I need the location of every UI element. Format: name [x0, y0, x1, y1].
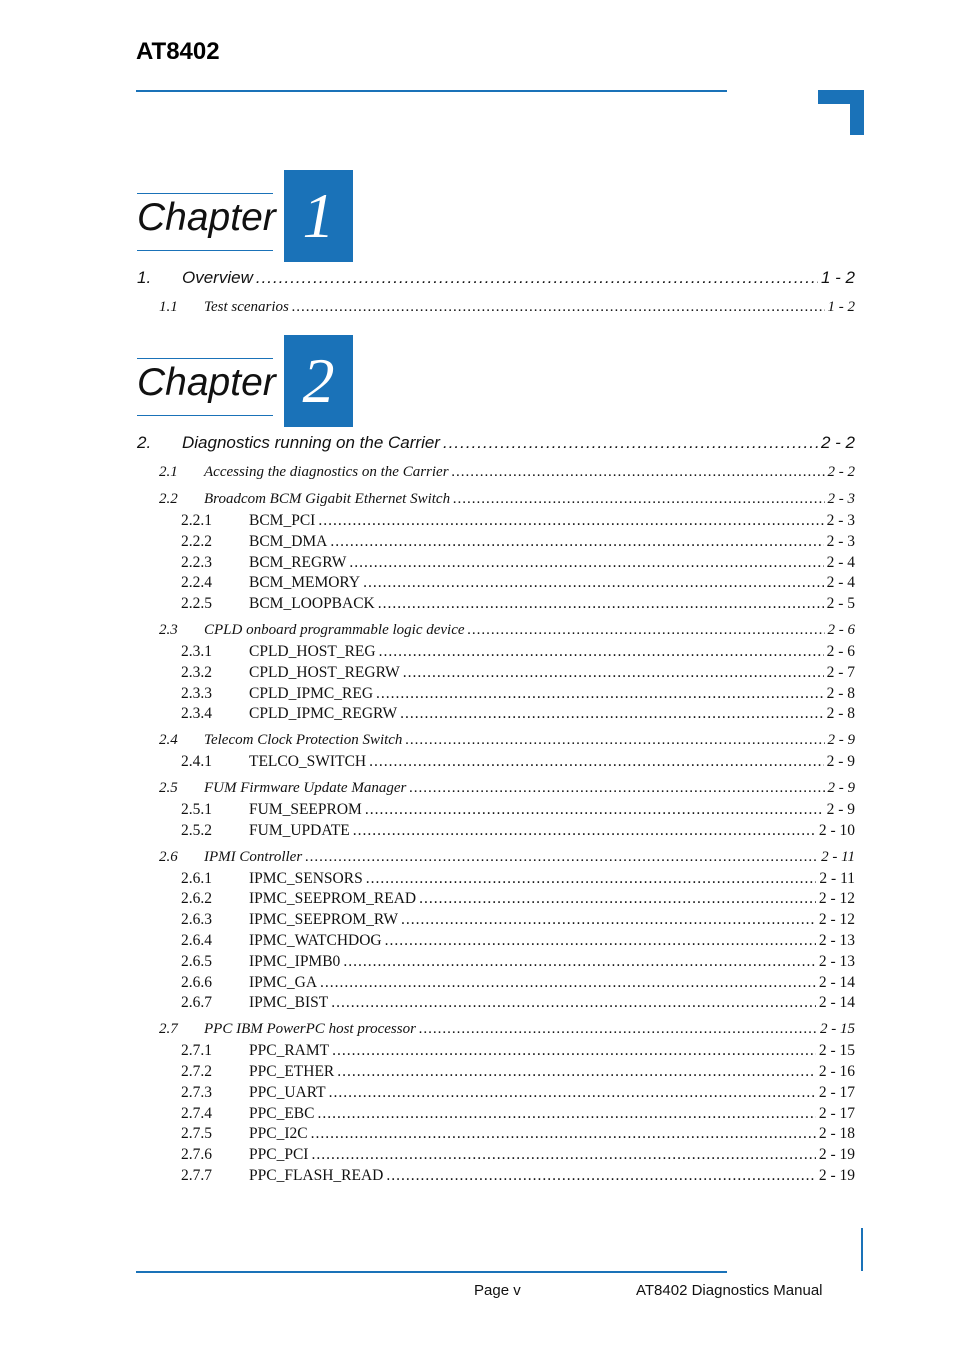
toc-entry-page: 2 - 13 — [818, 932, 855, 949]
toc-entry-2-7-3[interactable] — [181, 1084, 855, 1102]
toc-entry-title: IPMC_GA — [249, 973, 318, 991]
toc-leader-dots — [452, 464, 825, 481]
toc-leader-dots — [331, 994, 816, 1012]
chapter-1-number-box — [284, 170, 353, 262]
toc-entry-title: PPC_RAMT — [249, 1042, 330, 1060]
toc-entry-2-2-3[interactable] — [181, 554, 855, 572]
toc-entry-title: Overview — [182, 268, 253, 287]
toc-leader-dots — [443, 433, 818, 453]
toc-entry-title: CPLD_HOST_REGRW — [249, 663, 400, 681]
toc-entry-number: 2.4.1 — [181, 753, 212, 771]
toc-entry-number: 2.3.2 — [181, 663, 212, 681]
toc-entry-number: 2.1 — [159, 464, 178, 480]
toc-leader-dots — [419, 1021, 817, 1038]
toc-entry-page: 2 - 11 — [819, 869, 855, 887]
toc-entry-number: 2.6.5 — [181, 952, 212, 970]
toc-entry-page: 2 - 10 — [818, 821, 855, 839]
chapter-2-label: Chapter — [137, 361, 276, 404]
toc-entry-2-7-4[interactable] — [181, 1105, 855, 1123]
toc-entry-page: 2 - 6 — [826, 643, 855, 660]
toc-leader-dots — [400, 705, 823, 723]
header-rule — [136, 90, 727, 92]
toc-entry-number: 2.7.5 — [181, 1125, 212, 1143]
chapter-1-top-rule — [137, 193, 273, 194]
toc-entry-number: 2.3 — [159, 622, 178, 638]
toc-entry-title: IPMC_SENSORS — [249, 869, 363, 887]
toc-leader-dots — [401, 911, 816, 929]
toc-leader-dots — [409, 780, 824, 797]
toc-entry-number: 2.5 — [159, 780, 178, 796]
toc-entry-title: PPC_EBC — [249, 1104, 315, 1122]
toc-entry-number: 2.7.2 — [181, 1063, 212, 1080]
toc-entry-number: 2.2.1 — [181, 512, 212, 529]
toc-entry-page: 2 - 19 — [818, 1167, 855, 1184]
toc-entry-number: 2.5.2 — [181, 821, 212, 839]
toc-entry-page: 2 - 14 — [818, 973, 855, 991]
toc-leader-dots — [311, 1146, 815, 1164]
toc-entry-2-3-1[interactable] — [181, 643, 855, 661]
toc-entry-page: 2 - 17 — [818, 1104, 855, 1122]
toc-entry-page: 2 - 4 — [826, 553, 855, 571]
toc-leader-dots — [453, 491, 824, 508]
toc-entry-2-7-1[interactable] — [181, 1042, 855, 1060]
toc-entry-title: IPMC_SEEPROM_READ — [249, 890, 417, 908]
toc-entry-2-2-4[interactable] — [181, 574, 855, 592]
toc-leader-dots — [311, 1125, 816, 1143]
toc-entry-2-6-6[interactable] — [181, 974, 855, 992]
toc-entry-number: 2.2.4 — [181, 574, 212, 592]
toc-entry-title: Broadcom BCM Gigabit Ethernet Switch — [204, 491, 451, 507]
toc-entry-number: 2.2.2 — [181, 532, 212, 550]
toc-leader-dots — [385, 932, 816, 950]
toc-entry-2-7-2[interactable] — [181, 1063, 855, 1081]
document-title: AT8402 — [136, 38, 220, 65]
toc-entry-page: 1 - 2 — [827, 299, 855, 315]
toc-leader-dots — [330, 533, 823, 551]
toc-entry-title: PPC_I2C — [249, 1125, 308, 1143]
toc-entry-number: 2.5.1 — [181, 801, 212, 818]
toc-entry-page: 1 - 2 — [820, 268, 855, 287]
toc-entry-number: 1. — [137, 268, 152, 287]
toc-entry-title: IPMC_IPMB0 — [249, 952, 341, 970]
toc-entry-2-6-3[interactable] — [181, 911, 855, 929]
chapter-1-bottom-rule — [137, 250, 273, 251]
toc-entry-1[interactable] — [137, 268, 855, 288]
toc-entry-title: FUM_UPDATE — [249, 821, 350, 839]
toc-entry-page: 2 - 3 — [826, 532, 855, 550]
toc-entry-page: 2 - 15 — [818, 1042, 855, 1060]
toc-entry-page: 2 - 17 — [818, 1083, 855, 1101]
toc-entry-title: CPLD_IPMC_REGRW — [249, 705, 398, 723]
toc-entry-page: 2 - 2 — [827, 464, 855, 480]
toc-entry-title: BCM_MEMORY — [249, 574, 361, 592]
toc-leader-dots — [292, 299, 825, 316]
toc-leader-dots — [363, 574, 823, 592]
corner-mark-icon — [818, 90, 864, 135]
toc-entry-title: PPC_UART — [249, 1083, 326, 1101]
toc-entry-1-1[interactable] — [159, 299, 855, 316]
toc-leader-dots — [468, 622, 825, 639]
toc-leader-dots — [419, 890, 816, 908]
toc-entry-title: PPC_ETHER — [249, 1063, 335, 1080]
toc-entry-2-5-2[interactable] — [181, 822, 855, 840]
toc-entry-number: 2.6.6 — [181, 973, 212, 991]
toc-entry-number: 2.7.6 — [181, 1146, 212, 1164]
toc-entry-page: 2 - 12 — [818, 890, 855, 908]
toc-entry-page: 2 - 3 — [826, 512, 855, 529]
toc-entry-2-7[interactable] — [159, 1021, 855, 1038]
chapter-1-number: 1 — [302, 180, 335, 251]
toc-entry-page: 2 - 14 — [818, 994, 855, 1012]
toc-entry-page: 2 - 4 — [826, 574, 855, 592]
toc-entry-2-6-4[interactable] — [181, 932, 855, 950]
footer-page-number: Page v — [474, 1282, 521, 1299]
toc-entry-number: 1.1 — [159, 299, 178, 315]
toc-entry-page: 2 - 7 — [826, 663, 855, 681]
toc-leader-dots — [379, 643, 824, 661]
toc-entry-title: IPMI Controller — [204, 848, 303, 865]
toc-entry-page: 2 - 16 — [818, 1063, 855, 1080]
toc-entry-number: 2.7.3 — [181, 1083, 212, 1101]
toc-entry-page: 2 - 19 — [818, 1146, 855, 1164]
footer-rule — [136, 1271, 727, 1273]
toc-entry-2-2-2[interactable] — [181, 533, 855, 551]
toc-entry-number: 2.7.7 — [181, 1167, 212, 1184]
toc-entry-title: BCM_REGRW — [249, 553, 347, 571]
toc-leader-dots — [378, 595, 824, 613]
toc-leader-dots — [366, 870, 817, 888]
toc-entry-number: 2.6.7 — [181, 994, 212, 1012]
toc-leader-dots — [256, 268, 818, 288]
toc-entry-2-2-1[interactable] — [181, 512, 855, 530]
toc-entry-page: 2 - 8 — [826, 684, 855, 702]
toc-leader-dots — [343, 953, 816, 971]
toc-entry-number: 2.6.2 — [181, 890, 212, 908]
toc-leader-dots — [386, 1167, 815, 1185]
toc-leader-dots — [369, 753, 823, 771]
toc-entry-title: PPC_PCI — [249, 1146, 309, 1164]
toc-entry-title: IPMC_BIST — [249, 994, 329, 1012]
toc-leader-dots — [353, 822, 816, 840]
toc-leader-dots — [405, 732, 824, 749]
toc-entry-title: BCM_LOOPBACK — [249, 595, 375, 613]
toc-entry-title: PPC_FLASH_READ — [249, 1167, 384, 1184]
toc-entry-number: 2.2.3 — [181, 553, 212, 571]
toc-leader-dots — [365, 801, 824, 819]
toc-entry-page: 2 - 9 — [827, 732, 855, 749]
chapter-2-bottom-rule — [137, 415, 273, 416]
toc-leader-dots — [317, 1105, 815, 1123]
toc-entry-number: 2.4 — [159, 732, 178, 749]
toc-entry-title: FUM_SEEPROM — [249, 801, 362, 818]
toc-entry-number: 2. — [137, 433, 152, 452]
toc-entry-2-3-2[interactable] — [181, 664, 855, 682]
toc-entry-2-6-7[interactable] — [181, 994, 855, 1012]
toc-entry-number: 2.7 — [159, 1021, 178, 1038]
toc-entry-number: 2.6.3 — [181, 911, 212, 929]
toc-entry-page: 2 - 11 — [821, 848, 855, 865]
toc-entry-2-5[interactable] — [159, 780, 855, 797]
footer-manual-title: AT8402 Diagnostics Manual — [636, 1282, 823, 1299]
toc-entry-page: 2 - 5 — [826, 595, 855, 613]
chapter-2-number-box — [284, 335, 353, 427]
toc-leader-dots — [337, 1063, 816, 1081]
toc-entry-title: CPLD onboard programmable logic device — [204, 622, 465, 638]
toc-entry-2-7-5[interactable] — [181, 1125, 855, 1143]
toc-entry-number: 2.3.1 — [181, 643, 212, 660]
toc-entry-2-3[interactable] — [159, 622, 855, 639]
toc-entry-number: 2.2 — [159, 491, 178, 507]
toc-entry-number: 2.6 — [159, 848, 178, 865]
chapter-2-number: 2 — [302, 345, 335, 416]
toc-entry-title: FUM Firmware Update Manager — [204, 780, 407, 796]
toc-leader-dots — [320, 974, 816, 992]
footer-tick-mark — [861, 1228, 863, 1271]
toc-entry-2[interactable] — [137, 433, 855, 453]
toc-entry-page: 2 - 12 — [818, 911, 855, 929]
toc-entry-page: 2 - 18 — [818, 1125, 855, 1143]
toc-entry-title: BCM_PCI — [249, 512, 316, 529]
toc-entry-title: BCM_DMA — [249, 532, 328, 550]
toc-entry-2-7-6[interactable] — [181, 1146, 855, 1164]
toc-entry-2-2[interactable] — [159, 491, 855, 508]
toc-entry-2-6-2[interactable] — [181, 890, 855, 908]
toc-entry-2-3-3[interactable] — [181, 685, 855, 703]
toc-entry-title: IPMC_SEEPROM_RW — [249, 911, 399, 929]
toc-entry-number: 2.3.3 — [181, 684, 212, 702]
toc-entry-title: CPLD_HOST_REG — [249, 643, 376, 660]
toc-entry-2-3-4[interactable] — [181, 705, 855, 723]
toc-entry-number: 2.7.1 — [181, 1042, 212, 1060]
toc-entry-title: PPC IBM PowerPC host processor — [204, 1021, 416, 1038]
toc-entry-number: 2.3.4 — [181, 705, 212, 723]
toc-entry-page: 2 - 9 — [826, 801, 855, 818]
toc-leader-dots — [403, 664, 824, 682]
toc-leader-dots — [332, 1042, 816, 1060]
toc-entry-2-2-5[interactable] — [181, 595, 855, 613]
toc-entry-title: IPMC_WATCHDOG — [249, 932, 382, 949]
toc-entry-2-1[interactable] — [159, 464, 855, 481]
toc-entry-number: 2.6.4 — [181, 932, 212, 949]
toc-entry-title: Telecom Clock Protection Switch — [204, 732, 403, 749]
toc-entry-page: 2 - 8 — [826, 705, 855, 723]
toc-entry-title: Test scenarios — [204, 299, 289, 315]
toc-entry-title: Accessing the diagnostics on the Carrier — [204, 464, 449, 480]
toc-entry-2-5-1[interactable] — [181, 801, 855, 819]
toc-entry-2-6-1[interactable] — [181, 870, 855, 888]
toc-entry-2-4-1[interactable] — [181, 753, 855, 771]
chapter-2-top-rule — [137, 358, 273, 359]
toc-entry-page: 2 - 9 — [827, 780, 855, 796]
toc-leader-dots — [329, 1084, 816, 1102]
toc-entry-title: Diagnostics running on the Carrier — [182, 433, 440, 452]
toc-leader-dots — [376, 685, 824, 703]
toc-entry-page: 2 - 2 — [820, 433, 855, 452]
toc-entry-2-7-7[interactable] — [181, 1167, 855, 1185]
chapter-1-label: Chapter — [137, 196, 276, 239]
toc-entry-number: 2.2.5 — [181, 595, 212, 613]
toc-leader-dots — [349, 554, 823, 572]
toc-entry-page: 2 - 9 — [826, 753, 855, 771]
toc-entry-page: 2 - 6 — [827, 622, 855, 638]
toc-entry-number: 2.7.4 — [181, 1104, 212, 1122]
toc-entry-title: TELCO_SWITCH — [249, 753, 367, 771]
toc-entry-number: 2.6.1 — [181, 869, 212, 887]
toc-leader-dots — [305, 849, 818, 866]
toc-entry-page: 2 - 15 — [820, 1021, 855, 1038]
toc-entry-page: 2 - 3 — [827, 491, 855, 507]
toc-entry-2-6-5[interactable] — [181, 953, 855, 971]
toc-entry-title: CPLD_IPMC_REG — [249, 684, 374, 702]
toc-entry-2-4[interactable] — [159, 732, 855, 749]
toc-entry-2-6[interactable] — [159, 849, 855, 866]
toc-leader-dots — [318, 512, 823, 530]
toc-entry-page: 2 - 13 — [818, 952, 855, 970]
